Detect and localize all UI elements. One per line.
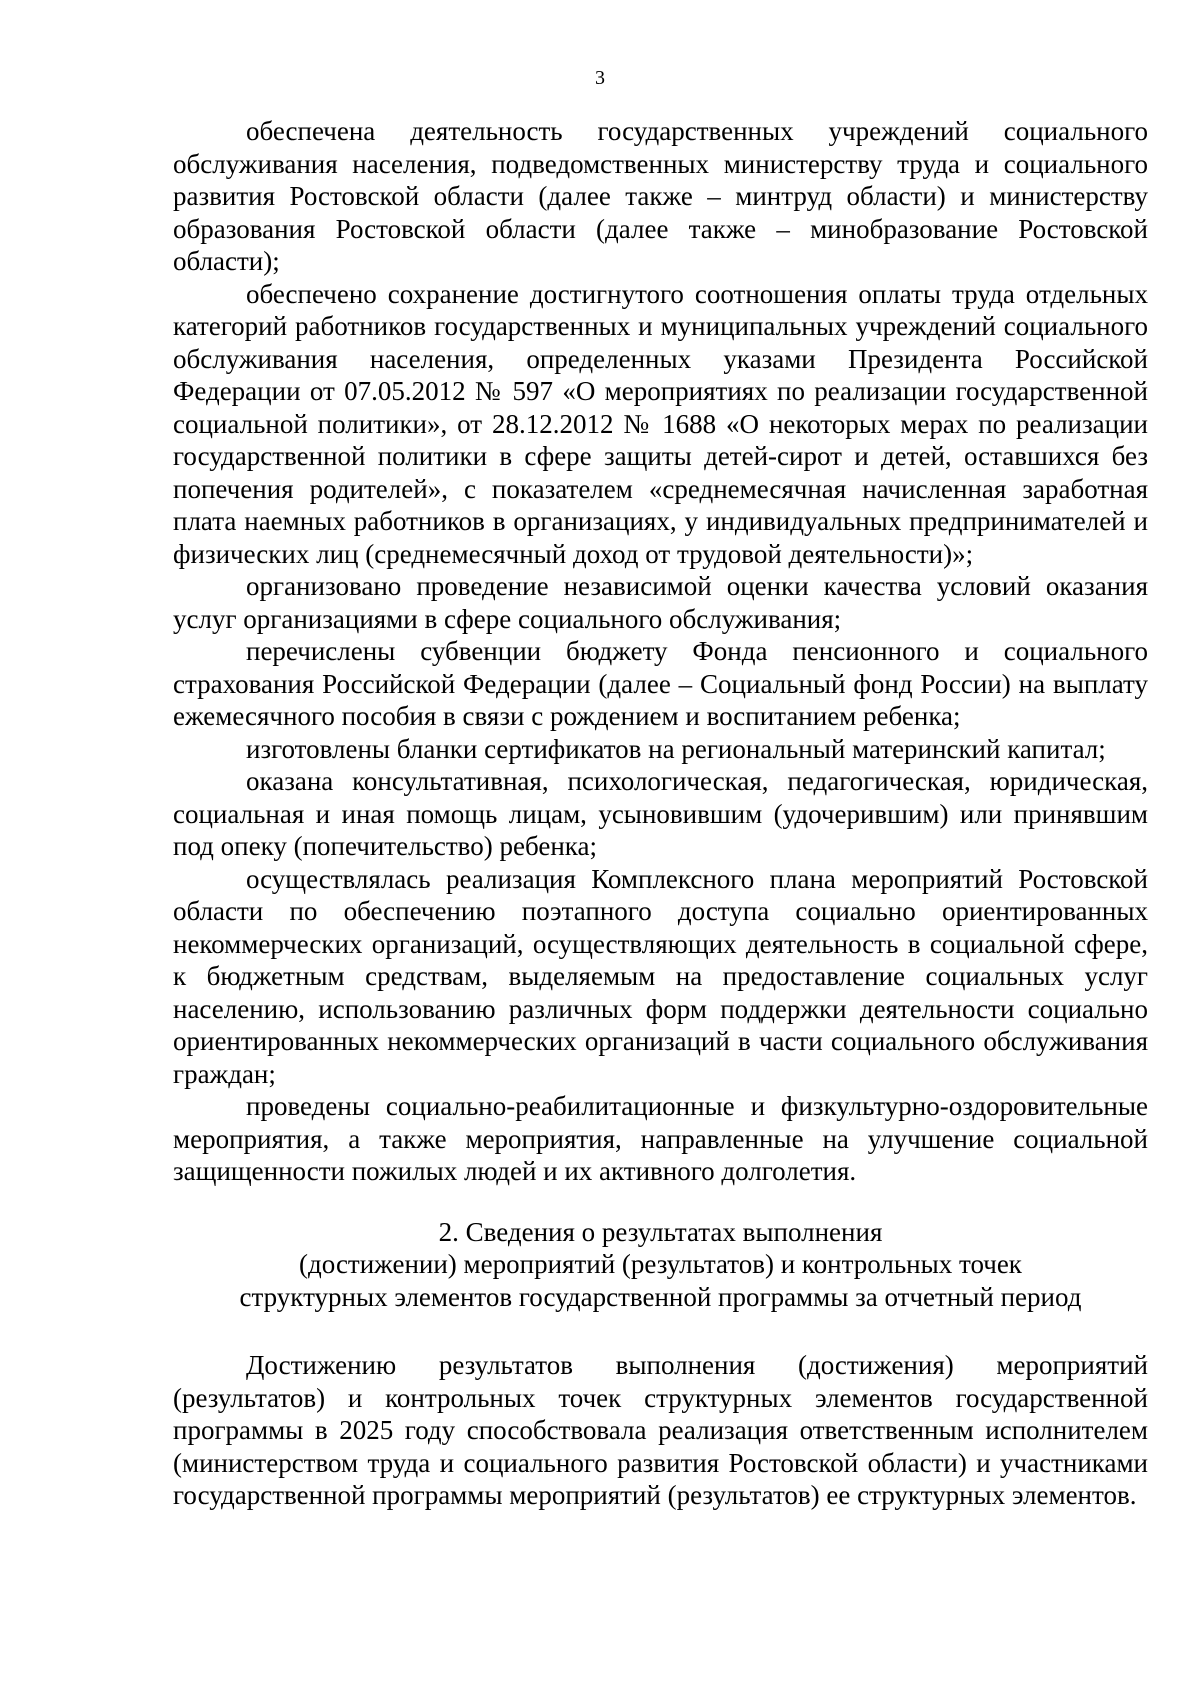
document-body — [173, 115, 1148, 1512]
section-heading-line: (достижении) мероприятий (результатов) и контрольных точек — [299, 1249, 1022, 1279]
paragraph: осуществлялась реализация Комплексного плана мероприятий Ростовской области по обеспечению поэтапного доступа социально ориентированных некоммерческих организаций, осуществляющих деятельность в социальной сфере, к бюджетным средствам, выделяемым на предоставление социальных услуг населению, использованию различных форм поддержки деятельности социально ориентированных некоммерческих организаций в части социального обслуживания граждан; — [173, 863, 1148, 1089]
paragraph: оказана консультативная, психологическая, педагогическая, юридическая, социальная и иная помощь лицам, усыновившим (удочерившим) или принявшим под опеку (попечительство) ребенка; — [173, 766, 1148, 861]
paragraph: обеспечено сохранение достигнутого соотношения оплаты труда отдельных категорий работников государственных и муниципальных учреждений социального обслуживания населения, определенных указами Президента Российской Федерации от 07.05.2012 № 597 «О мероприятиях по реализации государственной социальной политики», от 28.12.2012 № 1688 «О некоторых мерах по реализации государственной политики в сфере защиты детей-сирот и детей, оставшихся без попечения родителей», с показателем «среднемесячная начисленная заработная плата наемных работников в организациях, у индивидуальных предпринимателей и физических лиц (среднемесячный доход от трудовой деятельности)»; — [173, 278, 1148, 569]
paragraph: перечислены субвенции бюджету Фонда пенсионного и социального страхования Российской Федерации (далее – Социальный фонд России) на выплату ежемесячного пособия в связи с рождением и воспитанием ребенка; — [173, 636, 1148, 731]
section-heading — [173, 1216, 1148, 1314]
paragraph: изготовлены бланки сертификатов на региональный материнский капитал; — [246, 733, 1106, 764]
paragraph: Достижению результатов выполнения (достижения) мероприятий (результатов) и контрольных точек структурных элементов государственной программы в 2025 году способствовала реализация ответственным исполнителем (министерством труда и социального развития Ростовской области) и участниками государственной программы мероприятий (результатов) ее структурных элементов. — [173, 1350, 1148, 1510]
section-heading-line: 2. Сведения о результатах выполнения — [438, 1216, 883, 1247]
paragraph: организовано проведение независимой оценки качества условий оказания услуг организациями в сфере социального обслуживания; — [173, 571, 1148, 634]
paragraph: обеспечена деятельность государственных учреждений социального обслуживания населения, подведомственных министерству труда и социального развития Ростовской области (далее также – минтруд области) и министерству образования Ростовской области (далее также – минобразование Ростовской области); — [173, 116, 1148, 276]
section-heading-line: структурных элементов государственной программы за отчетный период — [239, 1281, 1082, 1312]
page-number: 3 — [595, 67, 605, 89]
paragraph: проведены социально-реабилитационные и физкультурно-оздоровительные мероприятия, а также мероприятия, направленные на улучшение социальной защищенности пожилых людей и их активного долголетия. — [173, 1091, 1148, 1186]
